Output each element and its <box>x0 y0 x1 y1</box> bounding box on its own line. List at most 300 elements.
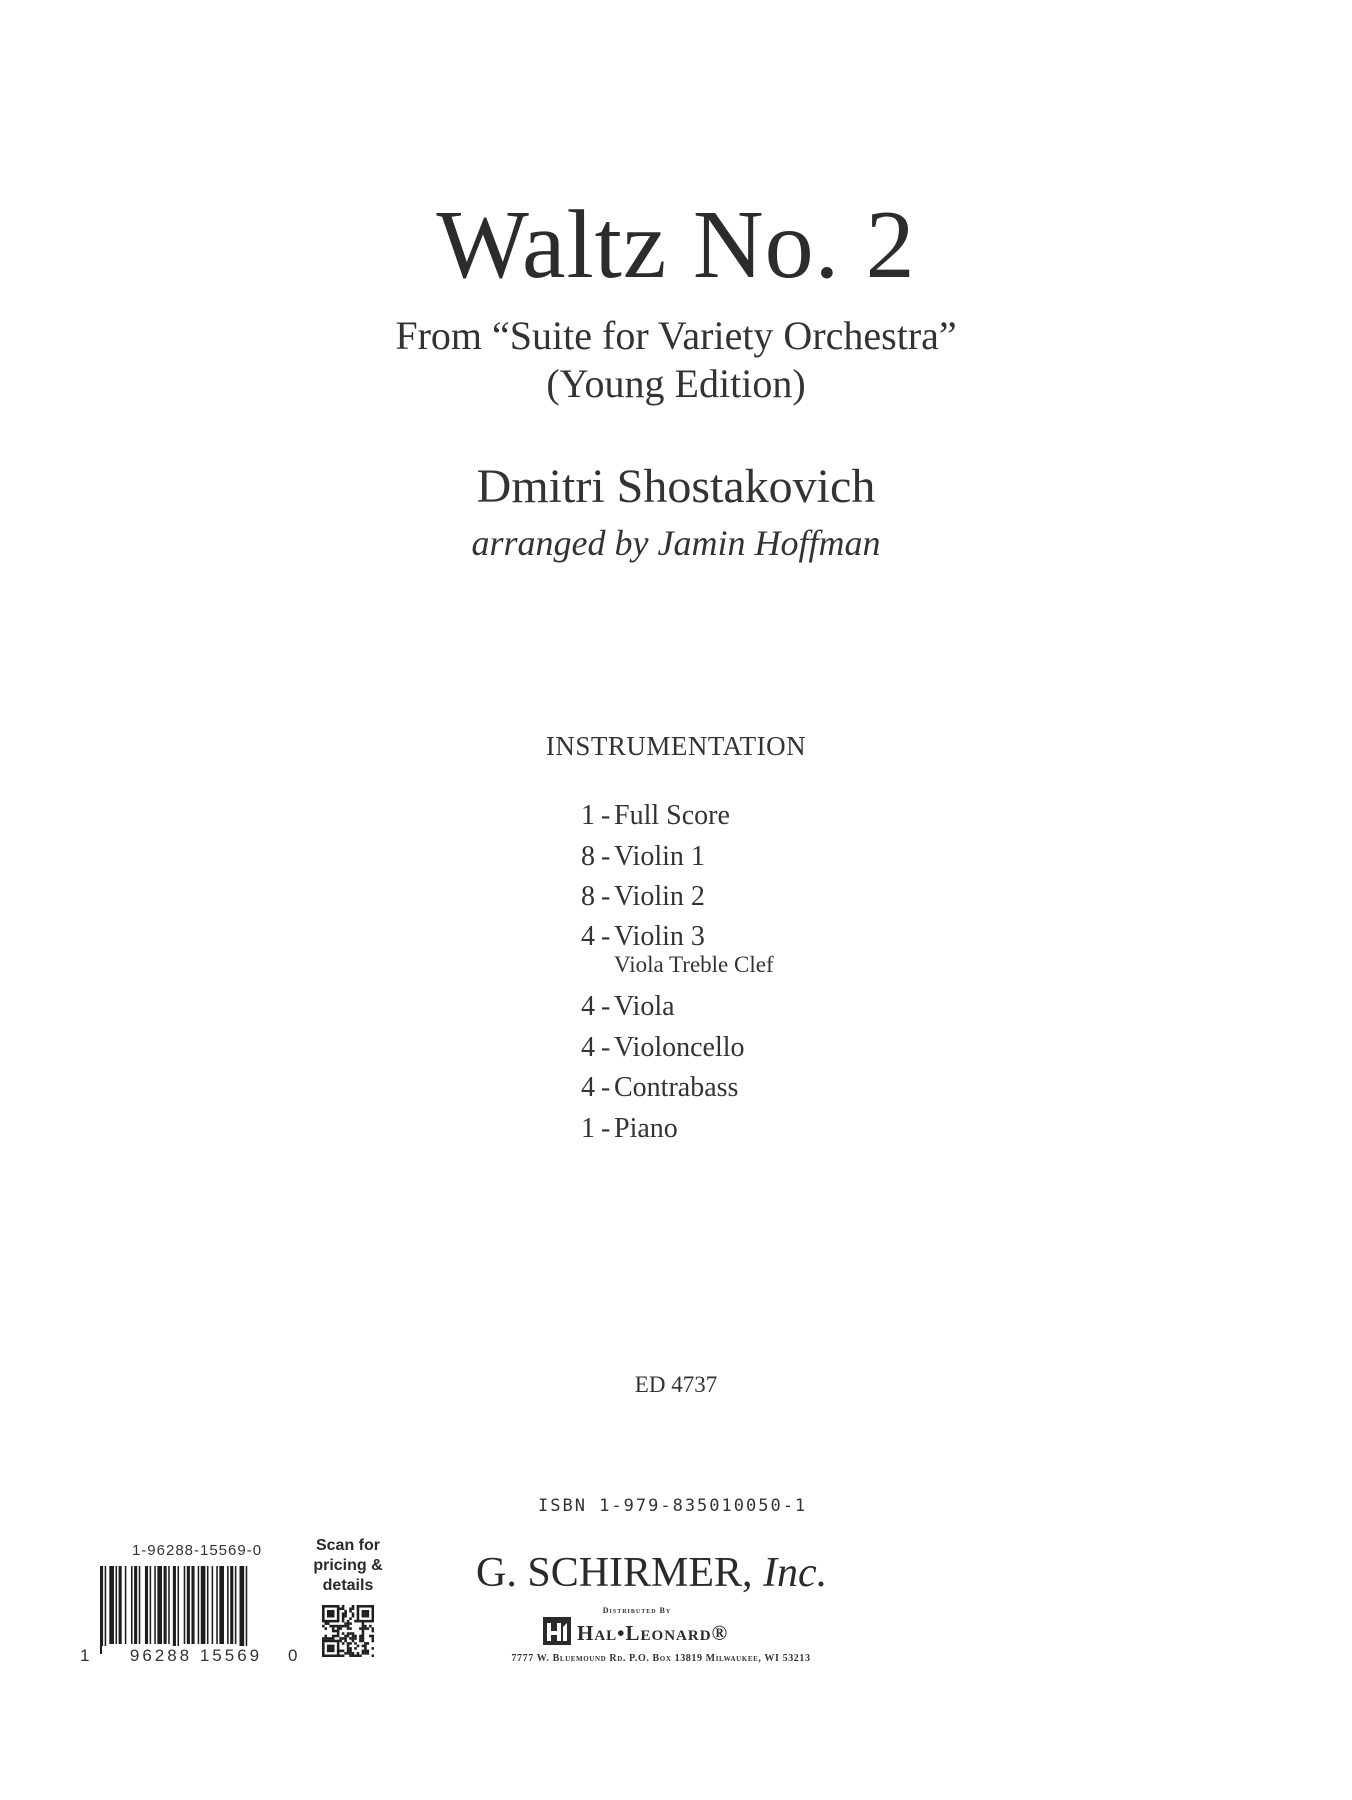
qr-module <box>327 1640 330 1643</box>
qr-module <box>332 1610 335 1613</box>
qr-module <box>369 1635 372 1638</box>
qr-module <box>347 1650 350 1653</box>
qr-module <box>327 1650 330 1653</box>
qr-module <box>367 1615 370 1618</box>
qr-module <box>322 1650 325 1653</box>
qr-module <box>329 1650 332 1653</box>
barcode-bar <box>219 1566 224 1644</box>
qr-module <box>327 1622 330 1625</box>
qr-module <box>339 1637 342 1640</box>
qr-module <box>362 1632 365 1635</box>
qr-module <box>322 1652 325 1655</box>
barcode-bar <box>240 1566 245 1654</box>
qr-module <box>329 1640 332 1643</box>
qr-module <box>332 1625 335 1628</box>
qr-module <box>334 1655 337 1657</box>
qr-module <box>344 1652 347 1655</box>
separator-dash: - <box>601 881 611 912</box>
qr-module <box>367 1650 370 1653</box>
qr-module <box>362 1620 365 1623</box>
barcode-bar <box>216 1566 218 1644</box>
qr-module <box>347 1627 350 1630</box>
qr-module <box>332 1645 335 1648</box>
hal-leonard-logo-icon <box>543 1617 571 1645</box>
composer: Dmitri Shostakovich <box>476 460 876 513</box>
separator-dash: - <box>601 841 611 872</box>
qr-module <box>359 1640 362 1643</box>
qr-module <box>362 1605 365 1608</box>
qr-module <box>349 1627 352 1630</box>
qr-module <box>332 1635 335 1638</box>
barcode-bar <box>246 1566 248 1654</box>
qr-module <box>359 1627 362 1630</box>
qr-module <box>364 1647 367 1650</box>
qr-module <box>349 1652 352 1655</box>
qr-module <box>372 1627 374 1630</box>
qr-module <box>352 1612 355 1615</box>
separator-dash: - <box>601 1072 611 1103</box>
qr-module <box>324 1640 327 1643</box>
qr-module <box>342 1620 345 1623</box>
barcode-number: 1-96288-15569-0 <box>131 1542 263 1559</box>
qr-module <box>337 1642 340 1645</box>
barcode-bar <box>187 1566 190 1644</box>
qr-module <box>327 1612 330 1615</box>
barcode-bar <box>230 1566 233 1644</box>
qr-module <box>347 1620 350 1623</box>
instrument-quantity: 1 <box>581 800 595 831</box>
qr-module <box>344 1622 347 1625</box>
qr-module <box>352 1605 355 1608</box>
qr-module <box>349 1647 352 1650</box>
qr-module <box>372 1612 374 1615</box>
barcode-bar <box>168 1566 170 1644</box>
barcode-bar <box>100 1566 103 1654</box>
qr-module <box>344 1640 347 1643</box>
qr-module <box>332 1612 335 1615</box>
barcode-bar <box>154 1566 156 1644</box>
qr-module <box>332 1640 335 1643</box>
instrument-name: Violin 2 <box>614 881 705 912</box>
instrument-name: Violin 3 <box>614 921 705 952</box>
qr-module <box>362 1612 365 1615</box>
qr-module <box>339 1625 342 1628</box>
qr-module <box>357 1620 360 1623</box>
qr-module <box>347 1622 350 1625</box>
qr-module <box>367 1642 370 1645</box>
qr-module <box>352 1635 355 1638</box>
qr-module <box>357 1605 360 1608</box>
barcode-bar <box>212 1566 214 1644</box>
qr-module <box>362 1615 365 1618</box>
qr-module <box>364 1605 367 1608</box>
barcode-middle-digits: 96288 15569 <box>102 1646 290 1666</box>
qr-module <box>347 1635 350 1638</box>
barcode-left-digit: 1 <box>80 1646 90 1665</box>
qr-module <box>332 1650 335 1653</box>
qr-module <box>322 1640 325 1643</box>
qr-module <box>322 1612 325 1615</box>
qr-module <box>352 1640 355 1643</box>
hal-leonard-logo <box>543 1617 779 1647</box>
distributed-by-label: Distributed By <box>602 1606 672 1615</box>
qr-module <box>342 1625 345 1628</box>
qr-module <box>324 1655 327 1657</box>
qr-module <box>357 1607 360 1610</box>
qr-module <box>372 1620 374 1623</box>
qr-module <box>334 1630 337 1633</box>
qr-module <box>339 1640 342 1643</box>
qr-module <box>339 1650 342 1653</box>
qr-module <box>327 1637 330 1640</box>
qr-module <box>352 1632 355 1635</box>
qr-module <box>349 1637 352 1640</box>
barcode-image <box>98 1566 298 1654</box>
qr-module <box>352 1655 355 1657</box>
qr-module <box>364 1610 367 1613</box>
qr-module <box>329 1645 332 1648</box>
qr-module <box>352 1637 355 1640</box>
separator-dash: - <box>601 991 611 1022</box>
qr-module <box>329 1620 332 1623</box>
qr-module <box>347 1642 350 1645</box>
qr-module <box>354 1642 357 1645</box>
subtitle: From “Suite for Variety Orchestra” <box>395 313 957 358</box>
qr-module <box>354 1655 357 1657</box>
barcode-bar <box>105 1566 107 1654</box>
qr-module <box>359 1635 362 1638</box>
qr-module <box>322 1655 325 1657</box>
qr-module <box>354 1647 357 1650</box>
qr-module <box>324 1635 327 1638</box>
qr-module <box>347 1645 350 1648</box>
qr-module <box>337 1620 340 1623</box>
qr-module <box>354 1635 357 1638</box>
qr-module <box>329 1612 332 1615</box>
barcode-bar <box>184 1566 186 1644</box>
barcode-bar <box>207 1566 209 1644</box>
qr-module <box>372 1617 374 1620</box>
qr-module <box>329 1605 332 1608</box>
qr-module <box>334 1605 337 1608</box>
qr-module <box>364 1642 367 1645</box>
qr-module <box>369 1620 372 1623</box>
qr-module <box>367 1605 370 1608</box>
qr-module <box>329 1610 332 1613</box>
qr-module <box>332 1655 335 1657</box>
barcode-bar <box>235 1566 237 1644</box>
barcode-bar <box>178 1566 180 1654</box>
instrumentation-heading: INSTRUMENTATION <box>545 731 807 761</box>
qr-module <box>327 1605 330 1608</box>
distributor-name: Hal•Leonard® <box>577 1621 729 1645</box>
qr-module <box>322 1625 325 1628</box>
qr-module <box>337 1645 340 1648</box>
qr-module <box>324 1622 327 1625</box>
barcode-bar <box>157 1566 162 1644</box>
instrument-name: Full Score <box>614 800 730 831</box>
qr-module <box>342 1615 345 1618</box>
barcode-bar <box>145 1566 148 1644</box>
qr-module <box>342 1612 345 1615</box>
qr-module <box>367 1652 370 1655</box>
qr-module <box>337 1605 340 1608</box>
qr-module <box>357 1610 360 1613</box>
qr-module <box>364 1650 367 1653</box>
page-title: Waltz No. 2 <box>436 191 916 299</box>
qr-module <box>362 1622 365 1625</box>
instrument-quantity: 4 <box>581 1032 595 1063</box>
qr-module <box>322 1647 325 1650</box>
qr-module <box>362 1637 365 1640</box>
qr-module <box>329 1625 332 1628</box>
qr-module <box>357 1645 360 1648</box>
qr-module <box>324 1627 327 1630</box>
qr-module <box>322 1645 325 1648</box>
qr-module <box>347 1632 350 1635</box>
instrument-note: Viola Treble Clef <box>614 952 774 977</box>
publisher-name <box>476 1548 846 1598</box>
qr-module <box>342 1617 345 1620</box>
instrument-quantity: 8 <box>581 881 595 912</box>
qr-module <box>349 1622 352 1625</box>
qr-module <box>337 1610 340 1613</box>
publisher-name-text: G. SCHIRMER, <box>476 1550 753 1596</box>
qr-module <box>372 1605 374 1608</box>
qr-module <box>322 1610 325 1613</box>
qr-module <box>357 1655 360 1657</box>
edition-number: ED 4737 <box>634 1372 718 1397</box>
qr-module <box>362 1645 365 1648</box>
qr-module <box>322 1637 325 1640</box>
qr-module <box>337 1655 340 1657</box>
qr-module <box>329 1637 332 1640</box>
qr-module <box>334 1635 337 1638</box>
qr-module <box>337 1607 340 1610</box>
qr-module <box>372 1637 374 1640</box>
qr-code-image <box>322 1605 374 1657</box>
qr-module <box>332 1605 335 1608</box>
qr-module <box>332 1620 335 1623</box>
edition-label: (Young Edition) <box>546 361 806 406</box>
qr-module <box>342 1607 345 1610</box>
qr-module <box>342 1642 345 1645</box>
qr-module <box>364 1612 367 1615</box>
qr-module <box>357 1617 360 1620</box>
barcode-bar <box>119 1566 122 1644</box>
qr-module <box>322 1607 325 1610</box>
qr-module <box>332 1615 335 1618</box>
qr-module <box>349 1607 352 1610</box>
qr-module <box>337 1650 340 1653</box>
qr-module <box>367 1627 370 1630</box>
qr-module <box>337 1612 340 1615</box>
qr-module <box>339 1607 342 1610</box>
qr-module <box>337 1630 340 1633</box>
qr-module <box>349 1650 352 1653</box>
instrument-name: Contrabass <box>614 1072 739 1103</box>
qr-module <box>342 1637 345 1640</box>
qr-module <box>322 1620 325 1623</box>
qr-module <box>322 1617 325 1620</box>
qr-module <box>334 1625 337 1628</box>
publisher-address: 7777 W. Bluemound Rd. P.O. Box 13819 Milwaukee, WI 53213 <box>511 1653 811 1664</box>
qr-module <box>362 1652 365 1655</box>
qr-module <box>349 1610 352 1613</box>
qr-module <box>322 1605 325 1608</box>
qr-module <box>322 1615 325 1618</box>
barcode-bar <box>191 1566 194 1644</box>
qr-module <box>322 1642 325 1645</box>
qr-module <box>362 1627 365 1630</box>
qr-module <box>372 1635 374 1638</box>
qr-module <box>324 1605 327 1608</box>
barcode-bar <box>139 1566 141 1644</box>
separator-dash: - <box>601 1113 611 1144</box>
qr-module <box>364 1627 367 1630</box>
qr-module <box>362 1630 365 1633</box>
qr-module <box>362 1650 365 1653</box>
qr-module <box>354 1620 357 1623</box>
qr-module <box>347 1647 350 1650</box>
qr-module <box>342 1632 345 1635</box>
qr-module <box>349 1632 352 1635</box>
qr-module <box>332 1647 335 1650</box>
qr-module <box>367 1610 370 1613</box>
qr-module <box>372 1655 374 1657</box>
qr-module <box>357 1615 360 1618</box>
barcode-bar <box>131 1566 133 1644</box>
instrument-name: Piano <box>614 1113 678 1144</box>
qr-module <box>344 1637 347 1640</box>
qr-module <box>362 1640 365 1643</box>
qr-module <box>332 1630 335 1633</box>
qr-module <box>327 1655 330 1657</box>
qr-module <box>337 1627 340 1630</box>
qr-module <box>329 1647 332 1650</box>
qr-module <box>337 1615 340 1618</box>
barcode-bar <box>173 1566 176 1654</box>
qr-module <box>344 1625 347 1628</box>
qr-module <box>339 1627 342 1630</box>
barcode-bar <box>164 1566 167 1644</box>
qr-module <box>329 1615 332 1618</box>
qr-module <box>349 1617 352 1620</box>
qr-module <box>337 1635 340 1638</box>
instrument-quantity: 4 <box>581 921 595 952</box>
qr-module <box>354 1637 357 1640</box>
isbn: ISBN 1-979-835010050-1 <box>538 1496 808 1516</box>
qr-module <box>337 1647 340 1650</box>
qr-module <box>372 1607 374 1610</box>
qr-module <box>359 1620 362 1623</box>
qr-module <box>329 1655 332 1657</box>
barcode-bar <box>150 1566 152 1644</box>
qr-module <box>372 1615 374 1618</box>
qr-module <box>342 1655 345 1657</box>
qr-module <box>362 1625 365 1628</box>
barcode-bar <box>201 1566 206 1644</box>
instrument-name: Violin 1 <box>614 841 705 872</box>
barcode-bar <box>125 1566 127 1644</box>
qr-module <box>324 1637 327 1640</box>
qr-module <box>347 1625 350 1628</box>
qr-module <box>337 1632 340 1635</box>
instrument-quantity: 1 <box>581 1113 595 1144</box>
qr-module <box>364 1620 367 1623</box>
qr-module <box>342 1650 345 1653</box>
instrument-quantity: 4 <box>581 991 595 1022</box>
qr-module <box>327 1620 330 1623</box>
qr-module <box>327 1615 330 1618</box>
qr-module <box>349 1642 352 1645</box>
scan-for-pricing-label: Scan for pricing & details <box>313 1537 383 1594</box>
qr-module <box>337 1625 340 1628</box>
qr-module <box>332 1637 335 1640</box>
qr-module <box>364 1645 367 1648</box>
separator-dash: - <box>601 921 611 952</box>
qr-module <box>342 1605 345 1608</box>
qr-module <box>372 1630 374 1633</box>
qr-module <box>334 1620 337 1623</box>
qr-module <box>332 1627 335 1630</box>
qr-module <box>344 1635 347 1638</box>
instrument-name: Violoncello <box>614 1032 745 1063</box>
qr-module <box>364 1652 367 1655</box>
qr-module <box>367 1620 370 1623</box>
qr-module <box>357 1612 360 1615</box>
qr-module <box>352 1652 355 1655</box>
barcode-bar <box>109 1566 114 1644</box>
qr-module <box>327 1610 330 1613</box>
qr-module <box>372 1610 374 1613</box>
qr-module <box>372 1647 374 1650</box>
qr-module <box>362 1610 365 1613</box>
separator-dash: - <box>601 1032 611 1063</box>
instrument-name: Viola <box>614 991 675 1022</box>
arranger: arranged by Jamin Hoffman <box>471 523 881 563</box>
qr-module <box>364 1625 367 1628</box>
qr-module <box>337 1652 340 1655</box>
qr-module <box>347 1652 350 1655</box>
qr-module <box>327 1645 330 1648</box>
qr-module <box>339 1655 342 1657</box>
qr-module <box>369 1625 372 1628</box>
qr-module <box>344 1615 347 1618</box>
qr-module <box>337 1617 340 1620</box>
qr-module <box>369 1605 372 1608</box>
qr-module <box>337 1640 340 1643</box>
qr-module <box>352 1615 355 1618</box>
qr-module <box>359 1637 362 1640</box>
qr-module <box>364 1615 367 1618</box>
instrument-quantity: 4 <box>581 1072 595 1103</box>
barcode-bar <box>198 1566 200 1644</box>
qr-module <box>334 1640 337 1643</box>
qr-module <box>359 1605 362 1608</box>
qr-module <box>344 1610 347 1613</box>
separator-dash: - <box>601 800 611 831</box>
barcode-bar <box>134 1566 137 1644</box>
qr-module <box>367 1612 370 1615</box>
qr-module <box>352 1607 355 1610</box>
qr-module <box>372 1640 374 1643</box>
qr-module <box>324 1620 327 1623</box>
publisher-suffix: Inc. <box>763 1550 828 1596</box>
qr-module <box>327 1647 330 1650</box>
qr-module <box>357 1652 360 1655</box>
barcode-right-digit: 0 <box>288 1646 298 1665</box>
